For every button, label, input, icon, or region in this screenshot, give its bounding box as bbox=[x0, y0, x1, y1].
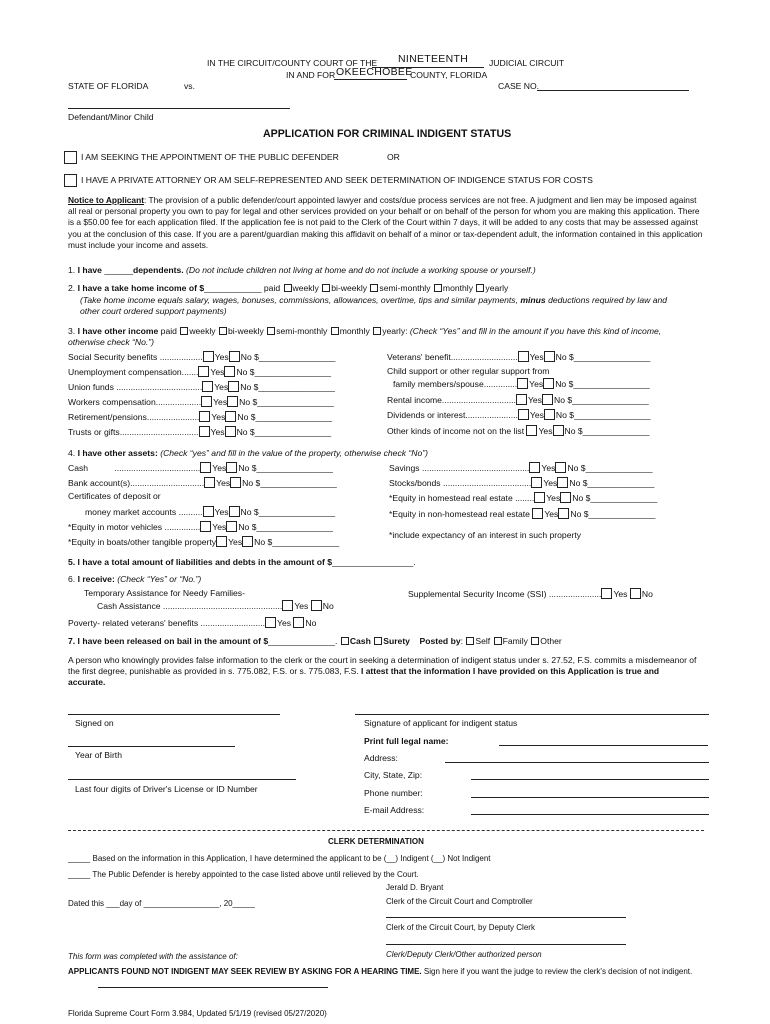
no-checkbox[interactable] bbox=[311, 600, 322, 611]
q3-yearly-checkbox[interactable] bbox=[373, 327, 381, 335]
q3-semimonthly-checkbox[interactable] bbox=[267, 327, 275, 335]
income-row: Trusts or gifts................................. Yes No $________________ bbox=[68, 427, 332, 437]
ssi-row: Supplemental Security Income (SSI) ...................... Yes No bbox=[408, 589, 653, 599]
income-row-label: Child support or other regular support from bbox=[387, 366, 550, 376]
deputy-label: Clerk of the Circuit Court, by Deputy Clerk bbox=[386, 923, 535, 932]
no-checkbox[interactable] bbox=[229, 506, 240, 517]
yes-checkbox[interactable] bbox=[203, 506, 214, 517]
q2-line: 2. I have a take home income of $____________ paid weekly bi-weekly semi-monthly monthly yearly bbox=[68, 283, 509, 293]
city-label: City, State, Zip: bbox=[364, 770, 423, 780]
private-attorney-checkbox[interactable] bbox=[64, 174, 77, 187]
county-value[interactable]: OKEECHOBEE bbox=[336, 66, 413, 78]
asset-row: *Equity in boats/other tangible property Yes No $______________ bbox=[68, 537, 340, 547]
yes-checkbox[interactable] bbox=[529, 462, 540, 473]
tanf-row: Cash Assistance .................................................. Yes No bbox=[97, 601, 334, 611]
deputy-signature-field[interactable] bbox=[386, 917, 626, 918]
q2-monthly-checkbox[interactable] bbox=[434, 284, 442, 292]
no-checkbox[interactable] bbox=[224, 366, 235, 377]
notice-text: : The provision of a public defender/court appointed lawyer and costs/due process services are not free. A judgment and lien may be imposed against all real or personal property you own to pay for legal and other services provided on your behalf or on behalf of the person for whom you are making this application. There is a $50.00 fee for each application filed. If the application fee is not paid to the Clerk of the Court within 7 days, it will be added to any costs that may be assessed against you at the conclusion of this case. If you are a parent/guardian making this affidavit on behalf of a minor or tax-dependent adult, the information contained in this application must include your income and assets. bbox=[68, 195, 703, 250]
yes-checkbox[interactable] bbox=[200, 521, 211, 532]
dated-line[interactable]: Dated this ___day of _________________, 20_____ bbox=[68, 899, 255, 908]
clerk-office: Clerk of the Circuit Court and Comptroller bbox=[386, 897, 533, 906]
income-row: Unemployment compensation....... Yes No $________________ bbox=[68, 367, 332, 377]
yes-checkbox[interactable] bbox=[200, 462, 211, 473]
appeal-notice: APPLICANTS FOUND NOT INDIGENT MAY SEEK REVIEW BY ASKING FOR A HEARING TIME. Sign here if you want the judge to review the clerk's decision of not indigent. bbox=[68, 967, 693, 976]
amount-field[interactable]: ________________ bbox=[254, 367, 332, 377]
asset-row: money market accounts .......... Yes No $________________ bbox=[85, 507, 336, 517]
circuit-value[interactable]: NINETEENTH bbox=[398, 53, 469, 65]
amount-field[interactable]: ________________ bbox=[254, 427, 332, 437]
no-checkbox[interactable] bbox=[228, 381, 239, 392]
q7-line: 7. I have been released on bail in the amount of $______________. Cash Surety Posted by: Self Family Other bbox=[68, 636, 562, 646]
yes-checkbox[interactable] bbox=[517, 378, 528, 389]
poverty-row: Poverty- related veterans' benefits ........................... Yes No bbox=[68, 618, 317, 628]
license-field[interactable] bbox=[68, 779, 296, 780]
q2-note: (Take home income equals salary, wages, bonuses, commissions, allowances, overtime, tips and similar payments, minus deductions required by law and bbox=[80, 295, 668, 305]
no-checkbox[interactable] bbox=[225, 411, 236, 422]
amount-field[interactable]: ________________ bbox=[258, 352, 336, 362]
county-suffix: COUNTY, FLORIDA bbox=[410, 70, 488, 80]
yes-checkbox[interactable] bbox=[202, 381, 213, 392]
q5-line: 5. I have a total amount of liabilities and debts in the amount of $_________________. bbox=[68, 557, 416, 567]
amount-field[interactable]: ______________ bbox=[585, 463, 653, 473]
clerk-name: Jerald D. Bryant bbox=[386, 883, 444, 892]
income-row: Other kinds of income not on the list Yes No $______________ bbox=[387, 426, 650, 436]
no-checkbox[interactable] bbox=[226, 462, 237, 473]
self-checkbox[interactable] bbox=[466, 637, 474, 645]
yes-checkbox[interactable] bbox=[518, 351, 529, 362]
state-label: STATE OF FLORIDA bbox=[68, 81, 149, 91]
authorized-signature-field[interactable] bbox=[386, 944, 626, 945]
yes-checkbox[interactable] bbox=[532, 508, 543, 519]
q3-weekly-checkbox[interactable] bbox=[180, 327, 188, 335]
clerk-initials-field[interactable]: _____ bbox=[68, 854, 91, 863]
address-field[interactable] bbox=[445, 762, 709, 763]
amount-field[interactable]: ________________ bbox=[256, 463, 333, 473]
year-of-birth-field[interactable] bbox=[68, 746, 235, 747]
income-row: Dividends or interest...................... Yes No $________________ bbox=[387, 410, 651, 420]
asset-row: *Equity in motor vehicles ............... Yes No $________________ bbox=[68, 522, 333, 532]
amount-field[interactable]: ______________ bbox=[587, 478, 655, 488]
no-checkbox[interactable] bbox=[229, 351, 240, 362]
clerk-line-indigent: _____ Based on the information in this Application, I have determined the applicant to be (__) Indigent (__) Not Indigent bbox=[68, 854, 491, 863]
yes-checkbox[interactable] bbox=[526, 425, 537, 436]
amount-field[interactable]: ________________ bbox=[258, 382, 335, 392]
asset-row: Cash .................................... Yes No $________________ bbox=[68, 463, 333, 473]
public-defender-checkbox[interactable] bbox=[64, 151, 77, 164]
q2-weekly-checkbox[interactable] bbox=[284, 284, 292, 292]
amount-field[interactable]: ________________ bbox=[573, 379, 650, 389]
q3-note-2: otherwise check “No.”) bbox=[68, 337, 154, 347]
no-checkbox[interactable] bbox=[230, 477, 241, 488]
amount-field[interactable]: ______________ bbox=[588, 509, 656, 519]
asset-footnote: *include expectancy of an interest in such property bbox=[389, 530, 582, 540]
amount-field[interactable]: ________________ bbox=[572, 395, 649, 405]
q2-amount-field[interactable]: ____________ bbox=[204, 283, 262, 293]
yes-checkbox[interactable] bbox=[265, 617, 276, 628]
q4-line: 4. I have other assets: (Check “yes” and fill in the value of the property, otherwise check “No”) bbox=[68, 448, 428, 458]
no-checkbox[interactable] bbox=[543, 378, 554, 389]
no-checkbox[interactable] bbox=[242, 536, 253, 547]
no-checkbox[interactable] bbox=[544, 351, 555, 362]
email-field[interactable] bbox=[471, 814, 709, 815]
amount-field[interactable]: ________________ bbox=[574, 410, 651, 420]
no-checkbox[interactable] bbox=[630, 588, 641, 599]
q3-biweekly-checkbox[interactable] bbox=[219, 327, 227, 335]
no-checkbox[interactable] bbox=[542, 394, 553, 405]
county-prefix: IN AND FOR bbox=[286, 70, 336, 80]
no-checkbox[interactable] bbox=[544, 409, 555, 420]
income-row: Veterans' benefit............................ Yes No $________________ bbox=[387, 352, 651, 362]
asset-row: Stocks/bonds ..................................... Yes No $______________ bbox=[389, 478, 655, 488]
vs-label: vs. bbox=[184, 81, 195, 91]
income-row: Rental income............................... Yes No $________________ bbox=[387, 395, 649, 405]
yes-checkbox[interactable] bbox=[216, 536, 227, 547]
family-checkbox[interactable] bbox=[494, 637, 502, 645]
surety-checkbox[interactable] bbox=[374, 637, 382, 645]
county-line bbox=[334, 79, 407, 80]
no-checkbox[interactable] bbox=[225, 426, 236, 437]
attestation-paragraph: A person who knowingly provides false information to the clerk or the court in seeking a determination of indigent status under s. 27.52, F.S. commits a misdemeanor of the first degree, punishable as provided in s. 775.082, F.S. or s. 775.083, F.S. I attest that the information I have provided on this Application is true and accurate. bbox=[68, 655, 697, 688]
no-checkbox[interactable] bbox=[558, 508, 569, 519]
appeal-signature-field[interactable] bbox=[98, 987, 328, 988]
income-row: Union funds .................................... Yes No $________________ bbox=[68, 382, 335, 392]
amount-field[interactable]: ______________ bbox=[582, 426, 650, 436]
income-row: Social Security benefits .................. Yes No $________________ bbox=[68, 352, 336, 362]
signed-on-label: Signed on bbox=[75, 718, 114, 728]
amount-field[interactable]: ________________ bbox=[573, 352, 651, 362]
case-number-field[interactable] bbox=[537, 90, 689, 91]
asset-row: Savings ............................................. Yes No $______________ bbox=[389, 463, 653, 473]
signed-on-field[interactable] bbox=[68, 714, 280, 715]
income-row: Retirement/pensions...................... Yes No $________________ bbox=[68, 412, 333, 422]
divider bbox=[68, 830, 704, 831]
asset-row: Bank account(s)............................... Yes No $________________ bbox=[68, 478, 337, 488]
q3-line: 3. I have other income paid weekly bi-weekly semi-monthly monthly yearly: (Check “Yes” and fill in the amount if you have this kind of income, bbox=[68, 326, 662, 336]
notice-label: Notice to Applicant bbox=[68, 195, 144, 205]
notice-paragraph bbox=[68, 195, 704, 251]
amount-field[interactable]: ________________ bbox=[257, 397, 334, 407]
page-title: APPLICATION FOR CRIMINAL INDIGENT STATUS bbox=[263, 128, 512, 140]
yes-checkbox[interactable] bbox=[204, 477, 215, 488]
yes-checkbox[interactable] bbox=[198, 366, 209, 377]
clerk-initials-field[interactable]: _____ bbox=[68, 870, 91, 879]
address-label: Address: bbox=[364, 753, 398, 763]
footer: Florida Supreme Court Form 3.984, Updated 5/1/19 (revised 05/27/2020) bbox=[68, 1009, 327, 1018]
no-checkbox[interactable] bbox=[560, 492, 571, 503]
yes-checkbox[interactable] bbox=[518, 409, 529, 420]
cash-checkbox[interactable] bbox=[341, 637, 349, 645]
email-label: E-mail Address: bbox=[364, 805, 425, 815]
no-checkbox[interactable] bbox=[293, 617, 304, 628]
yes-checkbox[interactable] bbox=[201, 396, 212, 407]
city-field[interactable] bbox=[471, 779, 709, 780]
no-checkbox[interactable] bbox=[557, 477, 568, 488]
yes-checkbox[interactable] bbox=[203, 351, 214, 362]
phone-label: Phone number: bbox=[364, 788, 423, 798]
liabilities-amount-field[interactable]: _________________. bbox=[332, 557, 416, 567]
amount-field[interactable]: ________________ bbox=[260, 478, 337, 488]
q3-monthly-checkbox[interactable] bbox=[331, 327, 339, 335]
yes-checkbox[interactable] bbox=[601, 588, 612, 599]
court-prefix: IN THE CIRCUIT/COUNTY COURT OF THE bbox=[207, 58, 378, 68]
authorized-label: Clerk/Deputy Clerk/Other authorized person bbox=[386, 950, 542, 959]
case-number-label: CASE NO. bbox=[498, 81, 540, 91]
amount-field[interactable]: ______________ bbox=[272, 537, 340, 547]
asset-row-label: Certificates of deposit or bbox=[68, 491, 161, 501]
applicant-signature-label: Signature of applicant for indigent status bbox=[364, 718, 518, 728]
q2-biweekly-checkbox[interactable] bbox=[322, 284, 330, 292]
amount-field[interactable]: ______________ bbox=[590, 493, 658, 503]
no-checkbox[interactable] bbox=[553, 425, 564, 436]
phone-field[interactable] bbox=[471, 797, 709, 798]
circuit-suffix: JUDICIAL CIRCUIT bbox=[489, 58, 565, 68]
license-label: Last four digits of Driver's License or ID Number bbox=[75, 784, 258, 794]
yes-checkbox[interactable] bbox=[534, 492, 545, 503]
defendant-name-field[interactable] bbox=[68, 108, 290, 109]
tanf-label: Temporary Assistance for Needy Families- bbox=[84, 588, 245, 598]
no-checkbox[interactable] bbox=[227, 396, 238, 407]
no-checkbox[interactable] bbox=[226, 521, 237, 532]
print-name-label: Print full legal name: bbox=[364, 736, 449, 746]
yes-checkbox[interactable] bbox=[199, 411, 210, 422]
q2-semimonthly-checkbox[interactable] bbox=[370, 284, 378, 292]
q1-line: 1. I have ______dependents. (Do not include children not living at home and do not include a working spouse or yourself.) bbox=[68, 265, 536, 275]
amount-field[interactable]: ________________ bbox=[258, 507, 336, 517]
defendant-label: Defendant/Minor Child bbox=[68, 112, 154, 122]
clerk-title: CLERK DETERMINATION bbox=[328, 837, 424, 846]
yes-checkbox[interactable] bbox=[516, 394, 527, 405]
asset-row: *Equity in homestead real estate ........ Yes No $______________ bbox=[389, 493, 658, 503]
q2-yearly-checkbox[interactable] bbox=[476, 284, 484, 292]
applicant-signature-field[interactable] bbox=[355, 714, 709, 715]
q6-line: 6. I receive: (Check “Yes” or “No.”) bbox=[68, 574, 202, 584]
assistance-label: This form was completed with the assistance of: bbox=[68, 952, 238, 961]
yes-checkbox[interactable] bbox=[199, 426, 210, 437]
asset-row: *Equity in non-homestead real estate Yes No $______________ bbox=[389, 509, 656, 519]
clerk-line-appointment: _____ The Public Defender is hereby appointed to the case listed above until relieved by the Court. bbox=[68, 870, 419, 879]
private-attorney-label: I HAVE A PRIVATE ATTORNEY OR AM SELF-REPRESENTED AND SEEK DETERMINATION OF INDIGENCE STATUS FOR COSTS bbox=[81, 175, 593, 185]
other-checkbox[interactable] bbox=[531, 637, 539, 645]
amount-field[interactable]: ________________ bbox=[256, 522, 333, 532]
yes-checkbox[interactable] bbox=[531, 477, 542, 488]
income-row: Workers compensation................... Yes No $________________ bbox=[68, 397, 334, 407]
amount-field[interactable]: ________________ bbox=[255, 412, 333, 422]
year-of-birth-label: Year of Birth bbox=[75, 750, 122, 760]
public-defender-label: I AM SEEKING THE APPOINTMENT OF THE PUBLIC DEFENDER bbox=[81, 152, 339, 162]
income-row: family members/spouse.............. Yes No $________________ bbox=[393, 379, 650, 389]
no-checkbox[interactable] bbox=[555, 462, 566, 473]
q2-note-2: other court ordered support payments) bbox=[80, 306, 227, 316]
yes-checkbox[interactable] bbox=[282, 600, 293, 611]
print-name-field[interactable] bbox=[499, 745, 708, 746]
or-label: OR bbox=[387, 152, 400, 162]
bail-amount-field[interactable]: ______________. bbox=[268, 636, 338, 646]
